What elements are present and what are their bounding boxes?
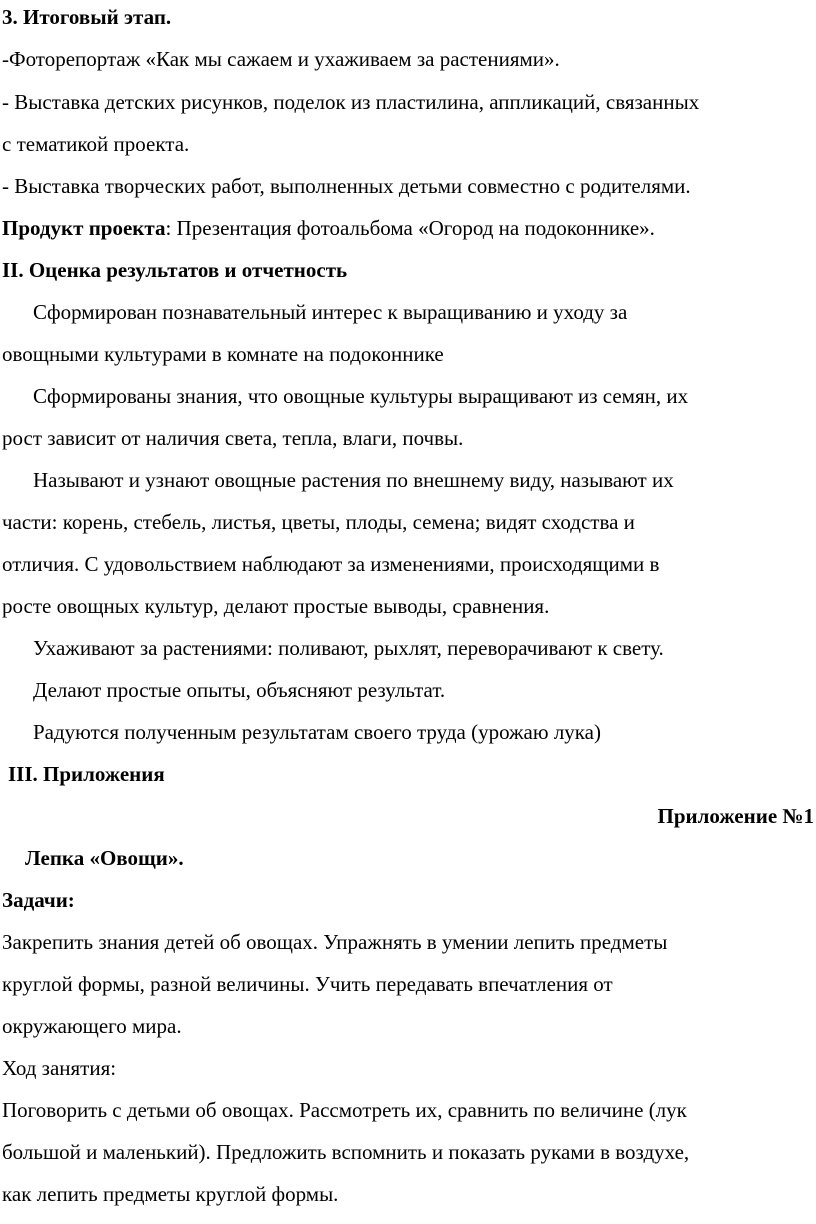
product-line	[2, 215, 655, 241]
tasks-line: окружающего мира.	[2, 1014, 182, 1038]
section2-heading: II. Оценка результатов и отчетность	[2, 258, 348, 282]
final-stage-item: - Выставка детских рисунков, поделок из пластилина, аппликаций, связанных	[2, 90, 700, 114]
final-stage-item: -Фоторепортаж «Как мы сажаем и ухаживаем за растениями».	[2, 47, 560, 71]
lesson-course-heading: Ход занятия:	[2, 1056, 117, 1080]
results-line: росте овощных культур, делают простые выводы, сравнения.	[2, 594, 550, 618]
product-label: Продукт проекта	[2, 216, 166, 240]
lesson-course-line: как лепить предметы круглой формы.	[2, 1182, 339, 1206]
results-line: Называют и узнают овощные растения по внешнему виду, называют их	[33, 468, 674, 492]
final-stage-item: с тематикой проекта.	[2, 132, 190, 156]
results-line: рост зависит от наличия света, тепла, влаги, почвы.	[2, 426, 464, 450]
lesson-course-line: большой и маленький). Предложить вспомнить и показать руками в воздухе,	[2, 1140, 690, 1164]
section3-heading: III. Приложения	[8, 762, 165, 786]
final-stage-heading: 3. Итоговый этап.	[2, 5, 172, 29]
tasks-line: круглой формы, разной величины. Учить передавать впечатления от	[2, 972, 613, 996]
results-line: отличия. С удовольствием наблюдают за изменениями, происходящими в	[2, 552, 660, 576]
results-line: Сформированы знания, что овощные культуры выращивают из семян, их	[33, 384, 689, 408]
results-line: Сформирован познавательный интерес к выращиванию и уходу за	[33, 300, 628, 324]
results-line: Ухаживают за растениями: поливают, рыхлят, переворачивают к свету.	[33, 636, 664, 660]
tasks-line: Закрепить знания детей об овощах. Упражнять в умении лепить предметы	[2, 930, 668, 954]
results-line: части: корень, стебель, листья, цветы, плоды, семена; видят сходства и	[2, 510, 635, 534]
product-text: : Презентация фотоальбома «Огород на подоконнике».	[165, 216, 655, 240]
lesson-course-line: Поговорить с детьми об овощах. Рассмотреть их, сравнить по величине (лук	[2, 1098, 687, 1122]
tasks-heading: Задачи:	[2, 888, 75, 912]
final-stage-item: - Выставка творческих работ, выполненных детьми совместно с родителями.	[2, 174, 691, 198]
results-line: овощными культурами в комнате на подоконнике	[2, 342, 444, 366]
appendix-label: Приложение №1	[657, 804, 814, 828]
lesson-title: Лепка «Овощи».	[25, 846, 184, 870]
results-line: Радуются полученным результатам своего труда (урожаю лука)	[33, 720, 601, 744]
results-line: Делают простые опыты, объясняют результат.	[33, 678, 446, 702]
